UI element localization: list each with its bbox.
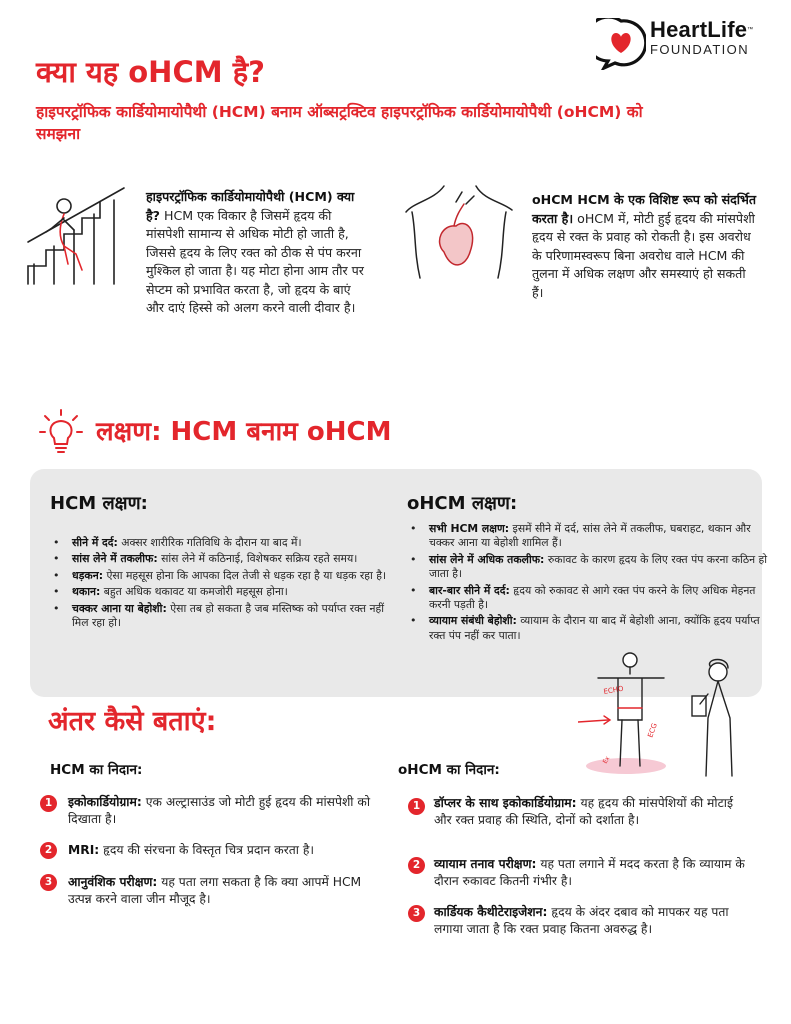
heart-speech-bubble-icon (596, 18, 646, 70)
number-badge (408, 905, 425, 922)
list-item (72, 552, 390, 566)
list-item (429, 553, 773, 582)
torso-heart-illustration (404, 182, 514, 292)
list-item (429, 522, 773, 551)
ohcm-diagnosis-heading: oHCM का निदान: (398, 762, 500, 778)
diagnosis-desc: एक अल्ट्रासाउंड जो मोटी हुई हृदय की मांसपेशी को दिखाता है। (68, 795, 371, 826)
diagnosis-term: कार्डियक कैथीटेराइजेशन: (434, 905, 548, 919)
symptom-desc: व्यायाम के दौरान या बाद में बेहोशी आना, क्योंकि हृदय पर्याप्त रक्त पंप नहीं कर पाता। (429, 614, 760, 642)
symptoms-title: लक्षण: HCM बनाम oHCM (96, 417, 392, 447)
stairs-illustration (24, 184, 134, 294)
symptom-term: थकान: (72, 585, 101, 599)
diagnosis-desc: हृदय के अंदर दबाव को मापकर यह पता लगाया जाता है कि रक्त प्रवाह कितना अवरुद्ध है। (434, 905, 729, 936)
symptom-desc: ऐसा तब हो सकता है जब मस्तिष्क को पर्याप्त रक्त नहीं मिल रहा हो। (72, 601, 385, 630)
page-subtitle: हाइपरट्रॉफिक कार्डियोमायोपैथी (HCM) बनाम ऑब्सट्रक्टिव हाइपरट्रॉफिक कार्डियोमायोपैथी (oHCM) को समझना (36, 103, 643, 143)
hcm-diagnosis-heading: HCM का निदान: (50, 762, 143, 778)
exam-label: Ex (601, 755, 612, 765)
symptom-desc: इसमें सीने में दर्द, सांस लेने में तकलीफ, घबराहट, थकान और चक्कर आना या बेहोशी शामिल हैं। (429, 522, 751, 550)
ohcm-symptoms-list (409, 522, 773, 645)
list-item (434, 904, 752, 938)
symptom-desc: हृदय को रुकावट से आगे रक्त पंप करने के लिए अधिक मेहनत करनी पड़ती है। (429, 583, 756, 612)
hcm-intro-lead: हाइपरट्रॉफिक कार्डियोमायोपैथी (HCM) क्या है? (146, 189, 355, 223)
symptom-term: सीने में दर्द: (72, 536, 118, 549)
symptom-desc: सांस लेने में कठिनाई, विशेषकर सक्रिय रहते समय। (157, 552, 358, 566)
logo-text (650, 18, 753, 58)
list-item (68, 794, 384, 828)
exam-illustration (578, 648, 758, 780)
diagnosis-desc: यह हृदय की मांसपेशियों की मोटाई और रक्त प्रवाह की स्थिति, दोनों को दर्शाता है। (434, 796, 734, 827)
symptom-term: चक्कर आना या बेहोशी: (72, 601, 167, 615)
ohcm-intro-text: oHCM में, मोटी हुई हृदय की मांसपेशी हृदय से रक्त के प्रवाह को रोकती है। इस अवरोध के परिणामस्वरूप बिना अवरोध वाले HCM की तुलना में अधिक लक्षण और समस्याएं हो सकती हैं। (532, 210, 755, 300)
diagnosis-term: इकोकार्डियोग्राम: (68, 795, 142, 809)
ohcm-intro (532, 191, 758, 302)
diagnosis-desc: हृदय की संरचना के विस्तृत चित्र प्रदान करता है। (99, 843, 315, 857)
lightbulb-icon (36, 406, 86, 456)
list-item (68, 842, 384, 859)
symptom-term: सभी HCM लक्षण: (429, 522, 510, 535)
number-badge (40, 874, 57, 891)
ecg-label: ECG (646, 722, 659, 739)
number-badge (408, 798, 425, 815)
symptom-term: व्यायाम संबंधी बेहोशी: (429, 614, 517, 628)
diagnosis-term: डॉप्लर के साथ इकोकार्डियोग्राम: (434, 796, 577, 810)
hcm-symptoms-heading: HCM लक्षण: (50, 493, 148, 514)
list-item (72, 536, 390, 550)
symptom-desc: रुकावट के कारण हृदय के लिए रक्त पंप करना कठिन हो जाता है। (429, 552, 768, 581)
echo-label: ECHO (602, 684, 625, 696)
hcm-intro (146, 188, 368, 318)
number-badge (408, 857, 425, 874)
number-badge (40, 842, 57, 859)
list-item (434, 856, 752, 890)
page-title: क्या यह oHCM है? (36, 55, 265, 89)
logo-name: HeartLife (650, 17, 748, 42)
list-item (429, 614, 773, 643)
diagnosis-desc: यह पता लगाने में मदद करता है कि व्यायाम के दौरान रुकावट कितनी गंभीर है। (434, 857, 745, 888)
symptom-term: धड़कन: (72, 568, 104, 582)
list-item (429, 584, 773, 613)
list-item (72, 585, 390, 599)
diagnosis-term: MRI: (68, 843, 100, 857)
symptom-term: बार-बार सीने में दर्द: (429, 583, 510, 597)
symptom-term: सांस लेने में अधिक तकलीफ: (429, 552, 545, 566)
list-item (434, 795, 752, 829)
diagnosis-term: व्यायाम तनाव परीक्षण: (434, 857, 537, 871)
hcm-symptoms-list (52, 536, 390, 632)
symptom-term: सांस लेने में तकलीफ: (72, 552, 158, 566)
list-item (72, 569, 390, 583)
ohcm-symptoms-heading: oHCM लक्षण: (407, 493, 518, 514)
diagnosis-desc: यह पता लगा सकता है कि क्या आपमें HCM उत्पन्न करने वाला जीन मौजूद है। (68, 875, 362, 906)
diagnosis-term: आनुवंशिक परीक्षण: (68, 875, 158, 889)
list-item (68, 874, 384, 908)
hcm-intro-text: HCM एक विकार है जिसमें हृदय की मांसपेशी सामान्य से अधिक मोटी हो जाती है, जिससे हृदय के लिए रक्त को ठीक से पंप करना मुश्किल हो जाता है। यह मोटा होना आम तौर पर सेप्टम को प्रभावित करता है, जो हृदय के बाएं और दाएं हिस्से को अलग करने वाली दीवार है। (146, 207, 364, 315)
logo-subtitle: FOUNDATION (650, 42, 749, 57)
ohcm-intro-lead: oHCM HCM के एक विशिष्ट रूप को संदर्भित करता है। (532, 192, 757, 226)
symptom-desc: अक्सर शारीरिक गतिविधि के दौरान या बाद में। (117, 536, 302, 549)
list-item (72, 602, 390, 631)
symptom-desc: ऐसा महसूस होना कि आपका दिल तेजी से धड़क रहा है या धड़क रहा है। (103, 568, 387, 582)
number-badge (40, 795, 57, 812)
tell-apart-title: अंतर कैसे बताएं: (48, 706, 217, 737)
symptom-desc: बहुत अधिक थकावट या कमजोरी महसूस होना। (100, 585, 288, 599)
trademark: ™ (747, 27, 754, 33)
